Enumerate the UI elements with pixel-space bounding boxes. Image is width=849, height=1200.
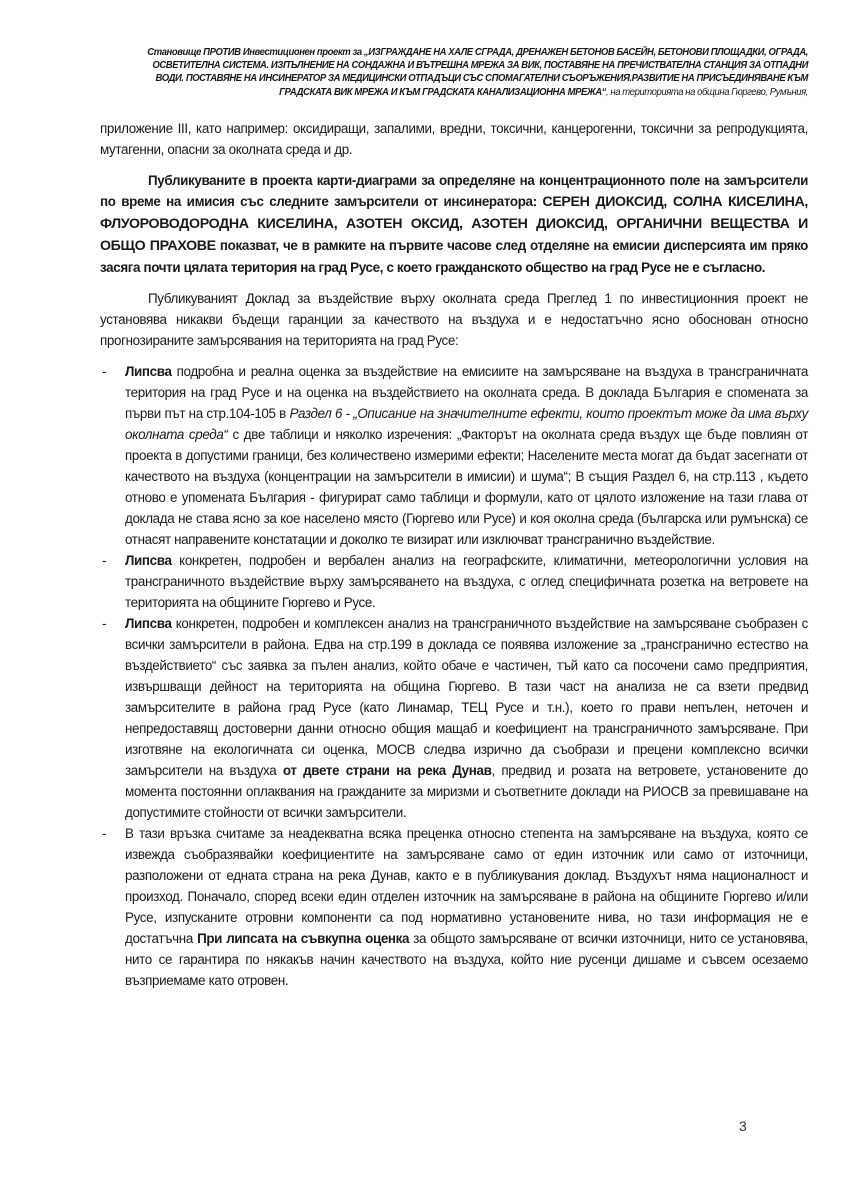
paragraph-pollutant-maps (100, 170, 808, 278)
header-line-1 (138, 46, 808, 59)
bullet-lead: Липсва (125, 364, 172, 379)
pollutant-maps-conclusion: показват, че в рамките на първите часове след отделяне на емисии дисперсията им пряко засяга почти цялата територия на град Русе, с което гражданското общество на град Русе не е съгласно. (100, 238, 808, 275)
bullet-text: конкретен, подробен и вербален анализ на географските, климатични, метеорологични условия на трансграничното въздействие върху замърсяването на въздуха, с оглед специфичната розетка на ветровете на територията на общините Гюргево и Русе. (125, 553, 808, 610)
objections-list (100, 361, 808, 991)
dash-bullet-icon: - (102, 364, 107, 379)
document-body (100, 118, 808, 991)
bullet-emphasis: При липсата на съвкупна оценка (197, 931, 410, 946)
pollutant-maps-intro: Публикуваните в проекта карти-диаграми за определяне на концентрационното поле на замърсители по време на имисия със следните замърсители от инсинератора: (100, 173, 808, 209)
bullet-emphasis: от двете страни на река Дунав (282, 763, 492, 778)
bullet-lead: Липсва (125, 553, 172, 568)
bullet-text: за общото замърсяване от всички източници, нито се установява, нито се гарантира по някакъв начин качеството на въздуха, който ние русенци дишаме и съвсем осезаемо възприемаме като отровен. (125, 931, 808, 988)
header-line-3: ВОДИ. ПОСТАВЯНЕ НА ИНСИНЕРАТОР ЗА МЕДИЦИНСКИ ОТПАДЪЦИ СЪС СПОМАГАТЕЛНИ СЪОРЪЖЕНИЯ.РАЗВИТИЕ НА ПРИСЪЕДИНЯВАНЕ КЪМ (155, 73, 809, 85)
list-item (100, 613, 808, 823)
bullet-text: подробна и реална оценка за въздействие на емисиите на замърсяване на въздуха в трансграничната територия на град Русе и на оценка на въздействието на околната среда. В доклада България е спомената за първи път на стр.104-105 в (125, 364, 808, 421)
pollutant-list: СЕРЕН ДИОКСИД, СОЛНА КИСЕЛИНА, ФЛУОРОВОДОРОДНА КИСЕЛИНА, АЗОТЕН ОКСИД, АЗОТЕН ДИОКСИД, ОРГАНИЧНИ ВЕЩЕСТВА И ОБЩО ПРАХОВЕ (100, 194, 808, 254)
dash-bullet-icon: - (102, 553, 107, 568)
header-line-4 (138, 86, 808, 99)
dash-bullet-icon: - (102, 826, 107, 841)
bullet-text: конкретен, подробен и комплексен анализ на трансграничното въздействие на замърсяване съобразен с всички замърсители в района. Едва на стр.199 в доклада се появява изложение за „трансгранично естество на въздействието“ със заявка за пълен анализ, който обаче е частичен, тъй като са посочени само предприятия, извършващи дейност на територията на община Гюргево. В тази част на анализа не са взети предвид замърсителите в района град Русе (като Линамар, ТЕЦ Русе и т.н.), което го прави непълен, неточен и непредоставящ достоверни данни относно общия мащаб и коефициент на трансграничното замърсяване. При изготвяне на екологичната си оценка, МОСВ следва изрично да съобрази и прецени комплексно всички замърсители на въздуха (125, 616, 808, 778)
paragraph-eia-report: Публикуваният Доклад за въздействие върху околната среда Преглед 1 по инвестиционния проект не установява никакви бъдещи гаранции за качеството на въздуха и е недостатъчно ясно обоснован относно прогнозираните замърсявания на територията на град Русе: (100, 291, 808, 348)
header-project-title-part-4: ГРАДСКАТА ВИК МРЕЖА И КЪМ ГРАДСКАТА КАНАЛИЗАЦИОННА МРЕЖА“ (279, 86, 606, 98)
header-location: , на територията на община Гюргево, Румъния, (605, 86, 808, 98)
bullet-lead: Липсва (125, 616, 172, 631)
paragraph-continuation: приложение III, като например: оксидиращи, запалими, вредни, токсични, канцерогенни, токсични за репродукцията, мутагенни, опасни за околната среда и др. (100, 121, 808, 157)
list-item (100, 361, 808, 550)
header-line-2: ОСВЕТИТЕЛНА СИСТЕМА. ИЗПЪЛНЕНИЕ НА СОНДАЖНА И ВЪТРЕШНА МРЕЖА ЗА ВИК, ПОСТАВЯНЕ НА ПРЕЧИСТВАТЕЛНА СТАНЦИЯ ЗА ОТПАДНИ (152, 60, 809, 72)
bullet-text: В тази връзка считаме за неадекватна всяка преценка относно степента на замърсяване на въздуха, която се извежда съобразявайки коефициентите на замърсяване само от един източник или само от източници, разположени от едната страна на река Дунав, както е в публикувания доклад. Въздухът няма националност и произход. Поначало, според всеки един отделен източник на замърсяване в района на общините Гюргево и/или Русе, изпусканите отровни компоненти са под нормативно установените нива, но тази информация не е достатъчна (125, 826, 808, 946)
header-project-title-part-1: ИЗГРАЖДАНЕ НА ХАЛЕ СГРАДА, ДРЕНАЖЕН БЕТОНОВ БАСЕЙН, БЕТОНОВИ ПЛОЩАДКИ, ОГРАДА, (368, 47, 808, 58)
bullet-text: , предвид и розата на ветровете, установените до момента постоянни оплаквания на гражданите за миризми и съответните доклади на РИОСВ за превишаване на допустимите стойности от всички замърсители. (125, 763, 808, 820)
list-item (100, 823, 808, 991)
list-item (100, 550, 808, 613)
page-number: 3 (739, 1118, 747, 1134)
header-prefix: Становище ПРОТИВ Инвестиционен проект за „ (147, 47, 369, 58)
running-header (138, 46, 808, 99)
dash-bullet-icon: - (102, 616, 107, 631)
bullet-text: с две таблици и няколко изречения: „Факторът на околната среда въздух ще бъде повлиян от проекта в допустими граници, без количествено измерими ефекти; Населените места могат да бъдат засегнати от качеството на въздуха (концентрации на замърсители в имисии) и шума“; В същия Раздел 6, на стр.113 , където отново е упомената България - фигурират само таблици и формули, като от цялото изложение на тази глава от доклада не става ясно за кое населено място (Гюргево или Русе) и коя околна среда (българска или румънска) се отнасят направените констатации и доколко те визират или изключват трансгранично въздействие. (125, 427, 808, 547)
bullet-citation: Раздел 6 - „Описание на значителните ефекти, които проектът може да има върху околната среда“ (125, 406, 808, 442)
